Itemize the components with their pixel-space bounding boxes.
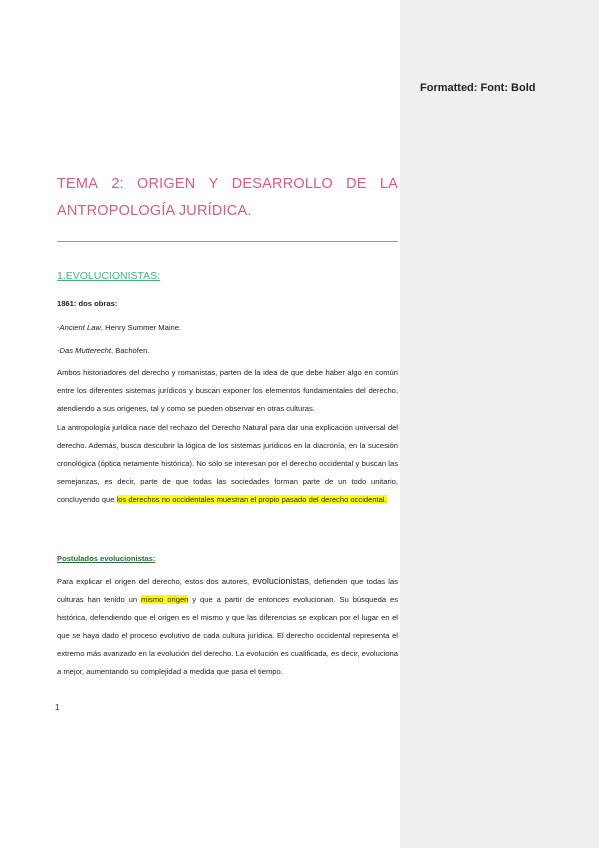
title-word: TEMA: [57, 176, 99, 192]
paragraph-text: , defienden que todas las culturas han tenido un: [57, 577, 398, 604]
title-word: LA: [379, 176, 398, 192]
title-word: ORIGEN: [137, 176, 196, 192]
title-line-2: ANTROPOLOGÍA JURÍDICA.: [57, 203, 252, 219]
divider: [57, 241, 398, 242]
title-word: DE: [346, 176, 367, 192]
work-title: Das Mutterecht: [59, 346, 112, 355]
work-title: Ancient Law: [59, 323, 101, 332]
paragraph-text: La antropología jurídica nace del rechazo del Derecho Natural para dar una explicación universal del derecho. Además, busca descubrir la lógica de los sistemas jurídicos en la diacronía, en la sucesión cronológica (óptica netamente histórica). No sólo se interesan por el derecho occidental y buscan las semejanzas, es decir, parte de que todas las sociedades forman parte de un todo unitario, concluyendo que: [57, 423, 398, 504]
comment-pane: [400, 0, 599, 848]
page-number: 1: [55, 703, 60, 712]
paragraph-1: Ambos historiadores del derecho y romanistas, parten de la idea de que debe haber algo en común entre los diferentes sistemas jurídicos y buscan exponer los elementos fundamentales del derecho, atendiendo a sus orígenes, tal y como se pueden observar en otras culturas.: [57, 368, 398, 413]
title-line-1: [57, 171, 398, 198]
postulados-heading: Postulados evolucionistas:: [57, 554, 156, 563]
comment-header: Formatted: Font: Bold: [420, 82, 536, 94]
title-word: Y: [208, 176, 219, 192]
section-heading: 1.EVOLUCIONISTAS:: [57, 270, 161, 282]
title-word: DESARROLLO: [231, 176, 333, 192]
year-line: 1861: dos obras:: [57, 299, 118, 308]
page-title: [57, 171, 398, 225]
emphasis-text: evolucionistas: [252, 576, 309, 586]
paragraph-2: [57, 419, 398, 509]
work-item-1: -Ancient Law, Henry Summer Maine.: [57, 323, 182, 332]
paragraph-3: [57, 572, 398, 681]
paragraph-text: Para explicar el origen del derecho, estos dos autores,: [57, 577, 253, 586]
work-author: , Henry Summer Maine.: [100, 323, 182, 332]
highlighted-text: mismo origen: [141, 595, 189, 604]
highlighted-text: los derechos no occidentales muestran el propio pasado del derecho occidental.: [116, 495, 387, 504]
title-word: 2:: [111, 176, 124, 192]
work-item-2: -Das Mutterecht, Bachofen.: [57, 346, 150, 355]
paragraph-text: y que a partir de entonces evolucionan. Su búsqueda es histórica, defendiendo que el origen es el mismo y que las diferencias se explican por el lugar en el que se haya dado el proceso evolutivo de cada cultura jurídica. El derecho occidental representa el extremo más avanzado en la evolución del derecho. La evolución es cualificada, es decir, evoluciona a mejor, aumentando su complejidad a medida que pasa el tiempo.: [57, 595, 398, 676]
work-author: , Bachofen.: [111, 346, 150, 355]
